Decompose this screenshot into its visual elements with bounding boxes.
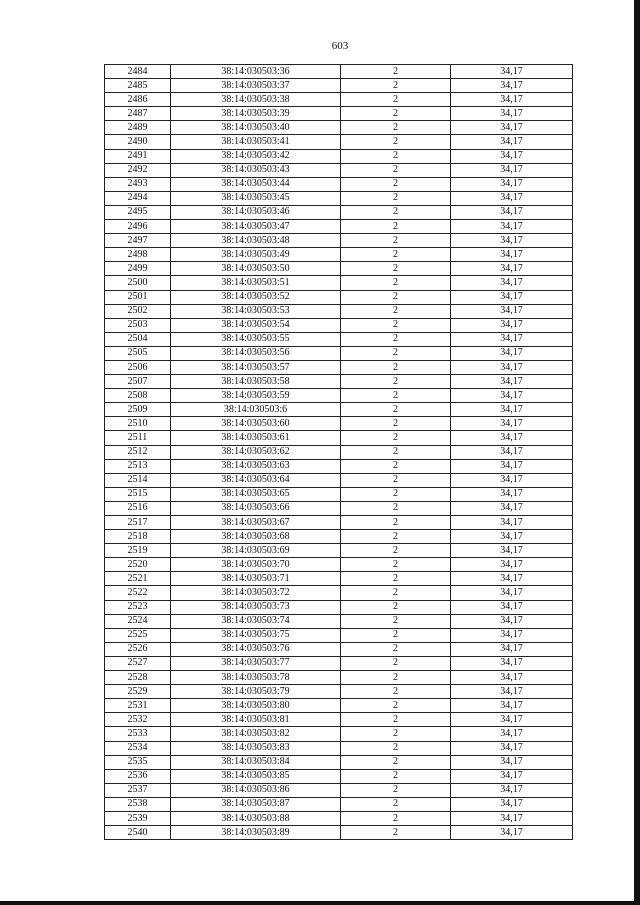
count-cell: 2 [341, 685, 451, 699]
count-cell: 2 [341, 234, 451, 248]
cadastral-number-cell: 38:14:030503:75 [171, 628, 341, 642]
cadastral-number-cell: 38:14:030503:54 [171, 318, 341, 332]
registry-table-body [105, 65, 573, 840]
value-cell: 34,17 [451, 769, 573, 783]
row-number-cell: 2526 [105, 642, 171, 656]
count-cell: 2 [341, 671, 451, 685]
cadastral-number-cell: 38:14:030503:88 [171, 811, 341, 825]
cadastral-number-cell: 38:14:030503:6 [171, 403, 341, 417]
value-cell: 34,17 [451, 671, 573, 685]
row-number-cell: 2525 [105, 628, 171, 642]
count-cell: 2 [341, 248, 451, 262]
table-row [105, 826, 573, 840]
cadastral-number-cell: 38:14:030503:39 [171, 107, 341, 121]
count-cell: 2 [341, 163, 451, 177]
table-row [105, 811, 573, 825]
table-row [105, 177, 573, 191]
table-row [105, 572, 573, 586]
table-row [105, 727, 573, 741]
table-row [105, 459, 573, 473]
cadastral-number-cell: 38:14:030503:73 [171, 600, 341, 614]
cadastral-number-cell: 38:14:030503:49 [171, 248, 341, 262]
row-number-cell: 2504 [105, 332, 171, 346]
value-cell: 34,17 [451, 600, 573, 614]
value-cell: 34,17 [451, 797, 573, 811]
cadastral-number-cell: 38:14:030503:65 [171, 487, 341, 501]
count-cell: 2 [341, 389, 451, 403]
value-cell: 34,17 [451, 544, 573, 558]
table-row [105, 346, 573, 360]
count-cell: 2 [341, 290, 451, 304]
value-cell: 34,17 [451, 318, 573, 332]
table-row [105, 586, 573, 600]
count-cell: 2 [341, 699, 451, 713]
table-row [105, 713, 573, 727]
value-cell: 34,17 [451, 234, 573, 248]
value-cell: 34,17 [451, 685, 573, 699]
cadastral-number-cell: 38:14:030503:59 [171, 389, 341, 403]
count-cell: 2 [341, 403, 451, 417]
count-cell: 2 [341, 177, 451, 191]
cadastral-number-cell: 38:14:030503:68 [171, 530, 341, 544]
row-number-cell: 2519 [105, 544, 171, 558]
table-row [105, 135, 573, 149]
value-cell: 34,17 [451, 501, 573, 515]
table-row [105, 220, 573, 234]
table-row [105, 389, 573, 403]
count-cell: 2 [341, 769, 451, 783]
count-cell: 2 [341, 558, 451, 572]
cadastral-number-cell: 38:14:030503:53 [171, 304, 341, 318]
row-number-cell: 2499 [105, 262, 171, 276]
row-number-cell: 2524 [105, 614, 171, 628]
table-row [105, 783, 573, 797]
count-cell: 2 [341, 205, 451, 219]
cadastral-number-cell: 38:14:030503:83 [171, 741, 341, 755]
row-number-cell: 2539 [105, 811, 171, 825]
cadastral-number-cell: 38:14:030503:60 [171, 417, 341, 431]
cadastral-number-cell: 38:14:030503:61 [171, 431, 341, 445]
count-cell: 2 [341, 826, 451, 840]
row-number-cell: 2501 [105, 290, 171, 304]
table-row [105, 360, 573, 374]
count-cell: 2 [341, 346, 451, 360]
cadastral-number-cell: 38:14:030503:85 [171, 769, 341, 783]
count-cell: 2 [341, 121, 451, 135]
value-cell: 34,17 [451, 445, 573, 459]
row-number-cell: 2494 [105, 191, 171, 205]
count-cell: 2 [341, 642, 451, 656]
row-number-cell: 2527 [105, 656, 171, 670]
row-number-cell: 2512 [105, 445, 171, 459]
row-number-cell: 2516 [105, 501, 171, 515]
count-cell: 2 [341, 332, 451, 346]
value-cell: 34,17 [451, 276, 573, 290]
row-number-cell: 2517 [105, 516, 171, 530]
cadastral-number-cell: 38:14:030503:77 [171, 656, 341, 670]
value-cell: 34,17 [451, 558, 573, 572]
value-cell: 34,17 [451, 93, 573, 107]
count-cell: 2 [341, 375, 451, 389]
cadastral-number-cell: 38:14:030503:81 [171, 713, 341, 727]
count-cell: 2 [341, 360, 451, 374]
row-number-cell: 2511 [105, 431, 171, 445]
cadastral-number-cell: 38:14:030503:69 [171, 544, 341, 558]
table-row [105, 93, 573, 107]
value-cell: 34,17 [451, 713, 573, 727]
row-number-cell: 2502 [105, 304, 171, 318]
value-cell: 34,17 [451, 741, 573, 755]
table-row [105, 544, 573, 558]
value-cell: 34,17 [451, 389, 573, 403]
row-number-cell: 2489 [105, 121, 171, 135]
cadastral-number-cell: 38:14:030503:78 [171, 671, 341, 685]
row-number-cell: 2520 [105, 558, 171, 572]
count-cell: 2 [341, 811, 451, 825]
table-row [105, 403, 573, 417]
value-cell: 34,17 [451, 530, 573, 544]
table-row [105, 332, 573, 346]
value-cell: 34,17 [451, 79, 573, 93]
table-row [105, 487, 573, 501]
row-number-cell: 2522 [105, 586, 171, 600]
table-row [105, 614, 573, 628]
page-number: 603 [331, 40, 349, 52]
row-number-cell: 2532 [105, 713, 171, 727]
count-cell: 2 [341, 65, 451, 79]
cadastral-number-cell: 38:14:030503:55 [171, 332, 341, 346]
row-number-cell: 2513 [105, 459, 171, 473]
row-number-cell: 2493 [105, 177, 171, 191]
cadastral-number-cell: 38:14:030503:72 [171, 586, 341, 600]
count-cell: 2 [341, 501, 451, 515]
row-number-cell: 2505 [105, 346, 171, 360]
table-row [105, 248, 573, 262]
value-cell: 34,17 [451, 473, 573, 487]
table-row [105, 163, 573, 177]
count-cell: 2 [341, 797, 451, 811]
cadastral-number-cell: 38:14:030503:41 [171, 135, 341, 149]
count-cell: 2 [341, 586, 451, 600]
row-number-cell: 2523 [105, 600, 171, 614]
value-cell: 34,17 [451, 332, 573, 346]
table-row [105, 671, 573, 685]
row-number-cell: 2533 [105, 727, 171, 741]
table-row [105, 769, 573, 783]
cadastral-number-cell: 38:14:030503:36 [171, 65, 341, 79]
value-cell: 34,17 [451, 163, 573, 177]
cadastral-number-cell: 38:14:030503:87 [171, 797, 341, 811]
table-row [105, 375, 573, 389]
table-row [105, 699, 573, 713]
table-row [105, 501, 573, 515]
table-row [105, 516, 573, 530]
table-row [105, 304, 573, 318]
count-cell: 2 [341, 191, 451, 205]
table-row [105, 558, 573, 572]
row-number-cell: 2536 [105, 769, 171, 783]
cadastral-number-cell: 38:14:030503:86 [171, 783, 341, 797]
count-cell: 2 [341, 614, 451, 628]
count-cell: 2 [341, 727, 451, 741]
table-row [105, 107, 573, 121]
value-cell: 34,17 [451, 628, 573, 642]
cadastral-number-cell: 38:14:030503:40 [171, 121, 341, 135]
row-number-cell: 2528 [105, 671, 171, 685]
value-cell: 34,17 [451, 304, 573, 318]
value-cell: 34,17 [451, 811, 573, 825]
count-cell: 2 [341, 79, 451, 93]
cadastral-number-cell: 38:14:030503:51 [171, 276, 341, 290]
count-cell: 2 [341, 135, 451, 149]
cadastral-number-cell: 38:14:030503:71 [171, 572, 341, 586]
row-number-cell: 2487 [105, 107, 171, 121]
value-cell: 34,17 [451, 586, 573, 600]
cadastral-number-cell: 38:14:030503:82 [171, 727, 341, 741]
table-row [105, 685, 573, 699]
cadastral-number-cell: 38:14:030503:84 [171, 755, 341, 769]
cadastral-number-cell: 38:14:030503:63 [171, 459, 341, 473]
value-cell: 34,17 [451, 346, 573, 360]
value-cell: 34,17 [451, 783, 573, 797]
row-number-cell: 2531 [105, 699, 171, 713]
table-row [105, 628, 573, 642]
cadastral-number-cell: 38:14:030503:89 [171, 826, 341, 840]
count-cell: 2 [341, 487, 451, 501]
row-number-cell: 2490 [105, 135, 171, 149]
cadastral-number-cell: 38:14:030503:50 [171, 262, 341, 276]
cadastral-number-cell: 38:14:030503:52 [171, 290, 341, 304]
table-row [105, 276, 573, 290]
count-cell: 2 [341, 530, 451, 544]
row-number-cell: 2509 [105, 403, 171, 417]
table-row [105, 417, 573, 431]
value-cell: 34,17 [451, 459, 573, 473]
cadastral-number-cell: 38:14:030503:76 [171, 642, 341, 656]
row-number-cell: 2537 [105, 783, 171, 797]
cadastral-number-cell: 38:14:030503:58 [171, 375, 341, 389]
row-number-cell: 2484 [105, 65, 171, 79]
value-cell: 34,17 [451, 727, 573, 741]
value-cell: 34,17 [451, 360, 573, 374]
value-cell: 34,17 [451, 121, 573, 135]
table-row [105, 642, 573, 656]
table-row [105, 65, 573, 79]
count-cell: 2 [341, 572, 451, 586]
count-cell: 2 [341, 628, 451, 642]
count-cell: 2 [341, 755, 451, 769]
value-cell: 34,17 [451, 248, 573, 262]
row-number-cell: 2498 [105, 248, 171, 262]
cadastral-number-cell: 38:14:030503:47 [171, 220, 341, 234]
table-row [105, 121, 573, 135]
table-row [105, 797, 573, 811]
cadastral-number-cell: 38:14:030503:70 [171, 558, 341, 572]
count-cell: 2 [341, 516, 451, 530]
value-cell: 34,17 [451, 65, 573, 79]
row-number-cell: 2503 [105, 318, 171, 332]
table-row [105, 741, 573, 755]
count-cell: 2 [341, 445, 451, 459]
count-cell: 2 [341, 149, 451, 163]
count-cell: 2 [341, 276, 451, 290]
value-cell: 34,17 [451, 135, 573, 149]
row-number-cell: 2500 [105, 276, 171, 290]
table-row [105, 600, 573, 614]
table-row [105, 290, 573, 304]
count-cell: 2 [341, 318, 451, 332]
value-cell: 34,17 [451, 417, 573, 431]
table-row [105, 149, 573, 163]
cadastral-number-cell: 38:14:030503:44 [171, 177, 341, 191]
count-cell: 2 [341, 600, 451, 614]
cadastral-number-cell: 38:14:030503:38 [171, 93, 341, 107]
value-cell: 34,17 [451, 487, 573, 501]
cadastral-number-cell: 38:14:030503:56 [171, 346, 341, 360]
value-cell: 34,17 [451, 262, 573, 276]
table-row [105, 431, 573, 445]
count-cell: 2 [341, 459, 451, 473]
table-row [105, 473, 573, 487]
table-row [105, 530, 573, 544]
cadastral-number-cell: 38:14:030503:43 [171, 163, 341, 177]
cadastral-number-cell: 38:14:030503:62 [171, 445, 341, 459]
table-row [105, 445, 573, 459]
value-cell: 34,17 [451, 290, 573, 304]
value-cell: 34,17 [451, 149, 573, 163]
count-cell: 2 [341, 544, 451, 558]
row-number-cell: 2521 [105, 572, 171, 586]
count-cell: 2 [341, 431, 451, 445]
row-number-cell: 2497 [105, 234, 171, 248]
value-cell: 34,17 [451, 375, 573, 389]
row-number-cell: 2495 [105, 205, 171, 219]
registry-table [104, 64, 573, 840]
row-number-cell: 2507 [105, 375, 171, 389]
row-number-cell: 2529 [105, 685, 171, 699]
cadastral-number-cell: 38:14:030503:64 [171, 473, 341, 487]
row-number-cell: 2515 [105, 487, 171, 501]
row-number-cell: 2506 [105, 360, 171, 374]
value-cell: 34,17 [451, 403, 573, 417]
row-number-cell: 2485 [105, 79, 171, 93]
row-number-cell: 2486 [105, 93, 171, 107]
row-number-cell: 2540 [105, 826, 171, 840]
row-number-cell: 2491 [105, 149, 171, 163]
row-number-cell: 2518 [105, 530, 171, 544]
scan-edge-bottom [0, 901, 640, 905]
row-number-cell: 2496 [105, 220, 171, 234]
cadastral-number-cell: 38:14:030503:48 [171, 234, 341, 248]
row-number-cell: 2534 [105, 741, 171, 755]
count-cell: 2 [341, 713, 451, 727]
value-cell: 34,17 [451, 205, 573, 219]
value-cell: 34,17 [451, 826, 573, 840]
cadastral-number-cell: 38:14:030503:37 [171, 79, 341, 93]
cadastral-number-cell: 38:14:030503:74 [171, 614, 341, 628]
cadastral-number-cell: 38:14:030503:57 [171, 360, 341, 374]
count-cell: 2 [341, 473, 451, 487]
table-row [105, 191, 573, 205]
value-cell: 34,17 [451, 656, 573, 670]
table-row [105, 205, 573, 219]
value-cell: 34,17 [451, 614, 573, 628]
count-cell: 2 [341, 741, 451, 755]
count-cell: 2 [341, 417, 451, 431]
value-cell: 34,17 [451, 572, 573, 586]
value-cell: 34,17 [451, 642, 573, 656]
row-number-cell: 2492 [105, 163, 171, 177]
cadastral-number-cell: 38:14:030503:42 [171, 149, 341, 163]
count-cell: 2 [341, 783, 451, 797]
row-number-cell: 2508 [105, 389, 171, 403]
count-cell: 2 [341, 220, 451, 234]
table-row [105, 656, 573, 670]
row-number-cell: 2514 [105, 473, 171, 487]
row-number-cell: 2538 [105, 797, 171, 811]
value-cell: 34,17 [451, 516, 573, 530]
value-cell: 34,17 [451, 191, 573, 205]
cadastral-number-cell: 38:14:030503:66 [171, 501, 341, 515]
row-number-cell: 2510 [105, 417, 171, 431]
table-row [105, 755, 573, 769]
value-cell: 34,17 [451, 755, 573, 769]
table-row [105, 318, 573, 332]
value-cell: 34,17 [451, 431, 573, 445]
count-cell: 2 [341, 304, 451, 318]
value-cell: 34,17 [451, 220, 573, 234]
cadastral-number-cell: 38:14:030503:79 [171, 685, 341, 699]
scan-edge-right [634, 0, 640, 905]
count-cell: 2 [341, 93, 451, 107]
value-cell: 34,17 [451, 107, 573, 121]
cadastral-number-cell: 38:14:030503:67 [171, 516, 341, 530]
count-cell: 2 [341, 656, 451, 670]
cadastral-number-cell: 38:14:030503:46 [171, 205, 341, 219]
value-cell: 34,17 [451, 177, 573, 191]
count-cell: 2 [341, 262, 451, 276]
cadastral-number-cell: 38:14:030503:80 [171, 699, 341, 713]
table-row [105, 79, 573, 93]
row-number-cell: 2535 [105, 755, 171, 769]
table-row [105, 234, 573, 248]
value-cell: 34,17 [451, 699, 573, 713]
cadastral-number-cell: 38:14:030503:45 [171, 191, 341, 205]
table-row [105, 262, 573, 276]
count-cell: 2 [341, 107, 451, 121]
